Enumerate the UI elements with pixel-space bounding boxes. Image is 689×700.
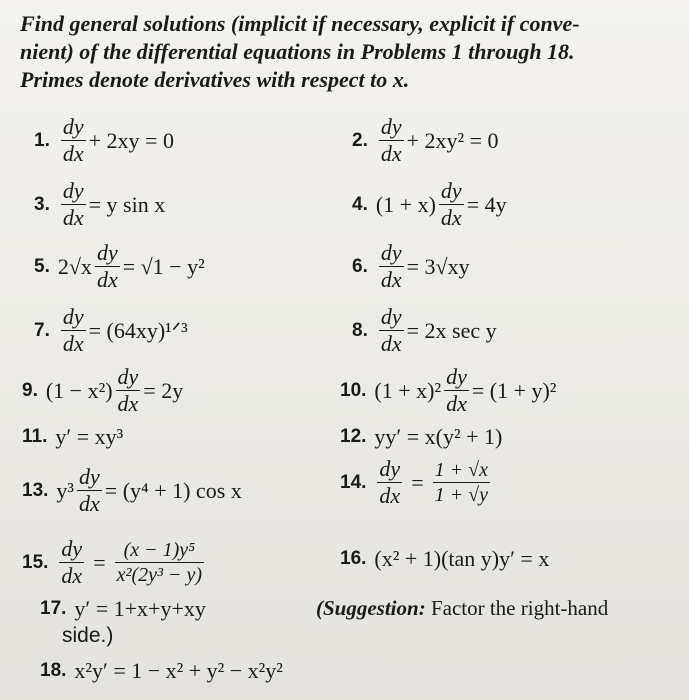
problem-5 (34, 242, 205, 291)
instructions-line-3: Primes denote derivatives with respect to x. (20, 67, 410, 92)
problem-6 (352, 242, 470, 291)
problem-number: 4. (352, 193, 368, 215)
equation-rhs: = 3√xy (406, 253, 470, 279)
equation: (x² + 1)(tan y)y′ = x (374, 546, 550, 571)
problem-number: 18. (40, 660, 67, 681)
problem-number: 9. (22, 379, 38, 401)
equation: y′ = xy³ (55, 424, 124, 449)
equation-rhs: + 2xy = 0 (88, 127, 174, 153)
equation-rhs: = (1 + y)² (471, 377, 557, 403)
problem-7 (34, 306, 188, 355)
problem-12 (340, 424, 502, 450)
derivative-fraction: $\frac{dy}{dx}$ (440, 178, 462, 230)
problem-number: 5. (34, 255, 50, 277)
problem-2 (352, 116, 499, 165)
problem-10 (340, 366, 556, 415)
problem-number: 13. (22, 479, 49, 501)
problem-number: 14. (340, 471, 367, 493)
rhs-fraction: $\frac{1 + √x}{1 + √y}$ (434, 459, 488, 506)
derivative-fraction: $\frac{dy}{dx}$ (380, 240, 402, 292)
problem-number: 2. (352, 129, 368, 151)
problem-number: 8. (352, 319, 368, 341)
problem-18 (40, 658, 283, 684)
equation: yy′ = x(y² + 1) (374, 424, 503, 449)
equation-rhs: = (64xy)¹ᐟ³ (88, 317, 188, 343)
equation-rhs: = 4y (466, 191, 507, 217)
problem-number: 7. (34, 319, 50, 341)
problem-number: 12. (340, 426, 367, 447)
equation-lhs-factor: (1 + x)² (374, 377, 442, 403)
problem-3 (34, 180, 165, 229)
suggestion-label: (Suggestion: (316, 596, 426, 620)
problem-16 (340, 546, 549, 572)
equation-lhs-factor: y³ (56, 477, 75, 503)
problem-number: 10. (340, 379, 367, 401)
suggestion-text: Factor the right-hand (430, 596, 609, 620)
instructions-line-1: Find general solutions (implicit if necessary, explicit if conve- (20, 11, 580, 36)
problem-9 (22, 366, 183, 415)
equation-rhs: = 2x sec y (406, 317, 497, 343)
rhs-fraction: $\frac{\text{(x − 1)y⁵}}{\text{x²(2y³ − y)}}$ (116, 539, 203, 586)
equation-rhs: + 2xy² = 0 (406, 127, 499, 153)
derivative-fraction: $\frac{dy}{dx}$ (380, 114, 402, 166)
equation-lhs-factor: (1 − x²) (45, 377, 113, 403)
problem-15 (22, 538, 207, 587)
instructions-line-2: nient) of the differential equations in Problems 1 through 18. (20, 39, 575, 64)
derivative-fraction: $\frac{dy}{dx}$ (62, 114, 84, 166)
problem-number: 15. (22, 551, 49, 573)
problem-instructions (20, 10, 680, 94)
problem-number: 6. (352, 255, 368, 277)
derivative-fraction: $\frac{dy}{dx}$ (79, 464, 100, 516)
problem-11 (22, 424, 123, 450)
suggestion-continuation: side.) (62, 624, 114, 647)
derivative-fraction: $\frac{dy}{dx}$ (117, 364, 139, 416)
problem-17-suggestion (316, 596, 608, 621)
problem-4 (352, 180, 507, 229)
equation-lhs-factor: 2√x (57, 253, 92, 279)
problem-number: 17. (40, 598, 67, 619)
problem-number: 16. (340, 548, 367, 569)
equation-rhs: = √1 − y² (122, 253, 205, 279)
derivative-fraction: $\frac{dy}{dx}$ (62, 304, 84, 356)
equals-sign: = (411, 469, 424, 495)
equation-rhs: = 2y (143, 377, 184, 403)
derivative-fraction: $\frac{dy}{dx}$ (61, 536, 83, 588)
problem-14 (340, 458, 493, 507)
equation-rhs: = (y⁴ + 1) cos x (104, 477, 242, 503)
equation-lhs-factor: (1 + x) (375, 191, 436, 217)
equals-sign: = (93, 549, 106, 575)
problem-number: 3. (34, 193, 50, 215)
problem-8 (352, 306, 497, 355)
problem-number: 1. (34, 129, 50, 151)
derivative-fraction: $\frac{dy}{dx}$ (96, 240, 118, 292)
equation: y′ = 1+x+y+xy (74, 596, 206, 621)
derivative-fraction: $\frac{dy}{dx}$ (380, 304, 402, 356)
equation-rhs: = y sin x (88, 191, 166, 217)
problem-13 (22, 466, 242, 515)
problem-1 (34, 116, 174, 165)
problem-number: 11. (22, 426, 48, 447)
equation: x²y′ = 1 − x² + y² − x²y² (74, 658, 283, 683)
derivative-fraction: $\frac{dy}{dx}$ (62, 178, 84, 230)
problem-17 (40, 596, 206, 622)
derivative-fraction: $\frac{dy}{dx}$ (379, 456, 401, 508)
derivative-fraction: $\frac{dy}{dx}$ (446, 364, 467, 416)
